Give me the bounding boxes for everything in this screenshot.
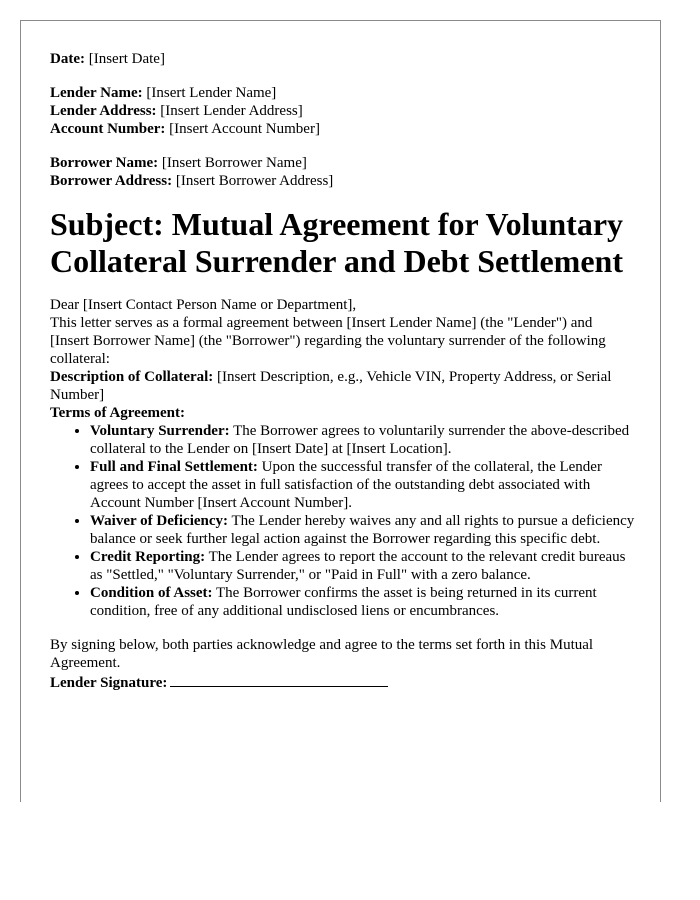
lender-name-line [50,84,635,102]
term-item [90,458,635,512]
account-number-value: [Insert Account Number] [165,121,320,137]
letter-page [20,20,661,802]
term-item [90,512,635,548]
term-label: Credit Reporting: [90,549,206,565]
term-label: Condition of Asset: [90,585,213,601]
borrower-block [50,154,635,190]
term-item [90,422,635,458]
closing-paragraph: By signing below, both parties acknowledge and agree to the terms set forth in this Mutual Agreement. [50,637,594,671]
collateral-description [50,368,635,404]
term-item [90,584,635,620]
date-label: Date: [50,51,85,67]
terms-heading: Terms of Agreement: [50,405,185,421]
borrower-address-value: [Insert Borrower Address] [172,173,334,189]
term-text: The Borrower confirms the asset is being returned in its current condition, free of any additional undisclosed liens or encumbrances. [90,585,597,619]
date-line [50,50,635,68]
lender-signature-line [50,672,635,692]
term-label: Full and Final Settlement: [90,459,258,475]
lender-address-value: [Insert Lender Address] [156,103,303,119]
term-text: The Borrower agrees to voluntarily surrender the above-described collateral to the Lender on [Insert Date] at [Insert Location]. [90,423,630,457]
borrower-name-label: Borrower Name: [50,155,159,171]
term-item [90,548,635,584]
borrower-name-line [50,154,635,172]
signature-blank-line[interactable] [170,672,388,687]
letter-content [50,50,635,692]
term-text: Upon the successful transfer of the collateral, the Lender agrees to accept the asset in full satisfaction of the outstanding debt associated with Account Number [Insert Account Number]. [90,459,602,511]
lender-name-value: [Insert Lender Name] [142,85,277,101]
lender-block [50,84,635,138]
salutation: Dear [Insert Contact Person Name or Department], [50,297,357,313]
term-label: Voluntary Surrender: [90,423,230,439]
lender-address-label: Lender Address: [50,103,157,119]
collateral-value: [Insert Description, e.g., Vehicle VIN, Property Address, or Serial Number] [50,369,612,403]
lender-address-line [50,102,635,120]
borrower-address-line [50,172,635,190]
term-text: The Lender hereby waives any and all rights to pursue a deficiency balance or seek further legal action against the Borrower regarding this specific debt. [90,513,635,547]
date-value: [Insert Date] [84,51,165,67]
lender-name-label: Lender Name: [50,85,143,101]
collateral-label: Description of Collateral: [50,369,214,385]
term-text: The Lender agrees to report the account to the relevant credit bureaus as "Settled," "Voluntary Surrender," or "Paid in Full" with a zero balance. [90,549,626,583]
subject-heading: Subject: Mutual Agreement for Voluntary Collateral Surrender and Debt Settlement [50,206,624,279]
borrower-address-label: Borrower Address: [50,173,173,189]
terms-list [50,422,635,620]
lender-signature-label: Lender Signature: [50,675,168,691]
term-label: Waiver of Deficiency: [90,513,229,529]
borrower-name-value: [Insert Borrower Name] [158,155,307,171]
account-number-line [50,120,635,138]
account-number-label: Account Number: [50,121,166,137]
intro-paragraph: This letter serves as a formal agreement between [Insert Lender Name] (the "Lender") and [Insert Borrower Name] (the "Borrower") regarding the voluntary surrender of the following collateral: [50,315,606,367]
date-block [50,50,635,68]
